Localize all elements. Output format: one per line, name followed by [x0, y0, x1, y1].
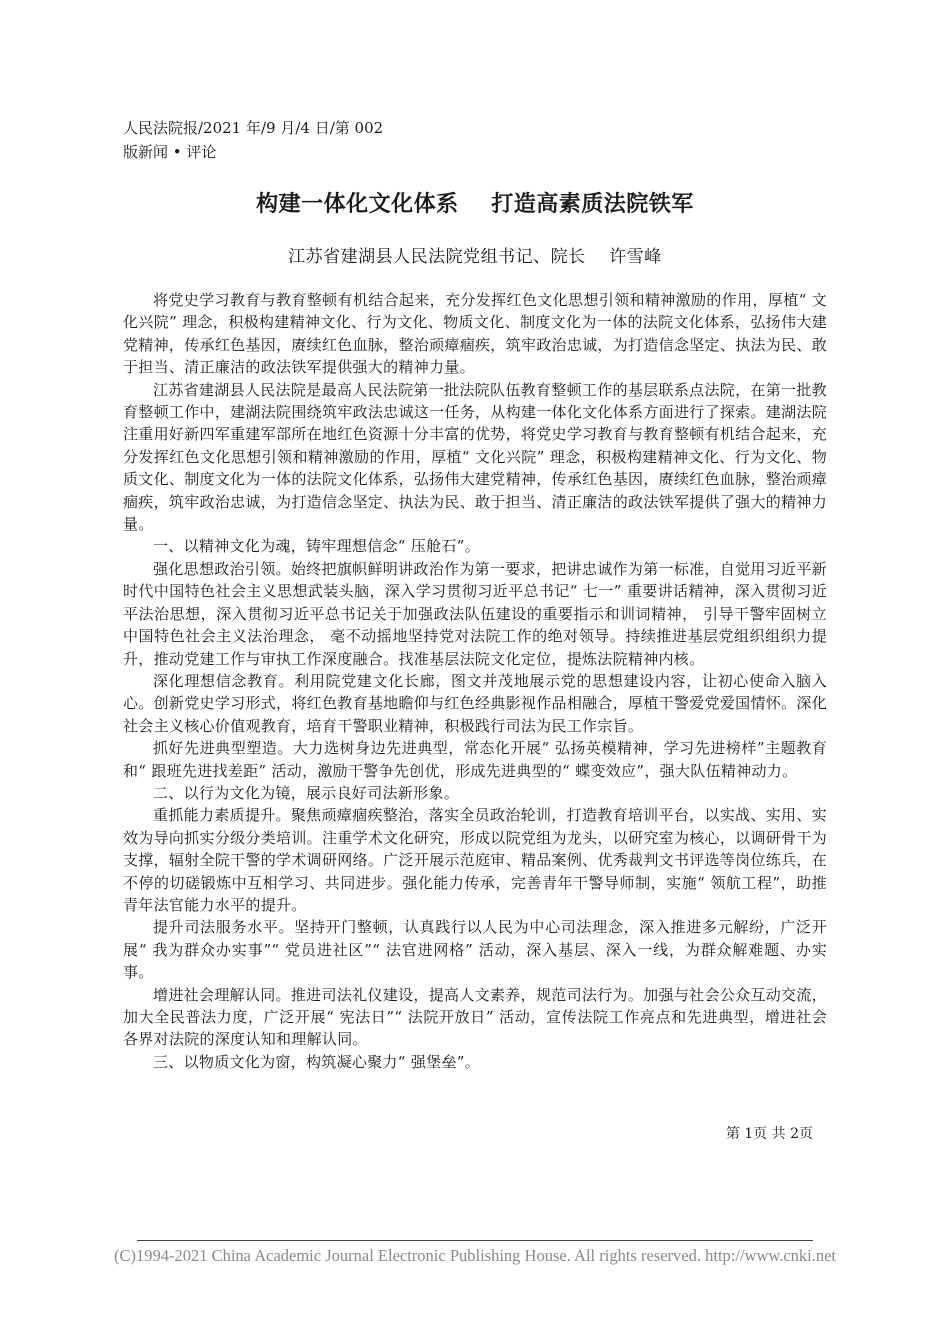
publication-meta — [123, 116, 383, 164]
paragraph: 增进社会理解认同。推进司法礼仪建设，提高人文素养，规范司法行为。加强与社会公众互动交流，加大全民普法力度，广泛开展“ 宪法日”“ 法院开放日” 活动，宣传法院工作亮点和先进典型，增进社会各界对法院的深度认知和理解认同。 — [123, 985, 827, 1049]
section-heading: 三、以物质文化为窗，构筑凝心聚力“ 强堡垒”。 — [153, 1052, 481, 1071]
section-heading: 一、以精神文化为魂，铸牢理想信念“ 压舱石”。 — [153, 537, 481, 556]
copyright-footer: (C)1994-2021 China Academic Journal Electronic Publishing House. All rights reserved. http://www.cnki.net — [113, 1246, 837, 1265]
page-number: 第 1页 共 2页 — [725, 1126, 813, 1142]
paragraph: 深化理想信念教育。利用院党建文化长廊，图文并茂地展示党的思想建设内容，让初心使命入脑入心。创新党史学习形式，将红色教育基地瞻仰与红色经典影视作品相融合，厚植干警爱党爱国情怀。深化社会主义核心价值观教育，培育干警职业精神，积极践行司法为民工作宗旨。 — [123, 671, 827, 735]
section-heading: 二、以行为文化为镜，展示良好司法新形象。 — [153, 783, 460, 802]
section-line: 版新闻 • 评论 — [123, 143, 217, 161]
article-author: 江苏省建湖县人民法院党组书记、院长 许雪峰 — [288, 247, 662, 267]
paragraph: 重抓能力素质提升。聚焦顽瘴痼疾整治，落实全员政治轮训，打造教育培训平台，以实战、实用、实效为导向抓实分级分类培训。注重学术文化研究，形成以院党组为龙头，以研究室为核心，以调研骨干为支撑，辐射全院干警的学术调研网络。广泛开展示范庭审、精品案例、优秀裁判文书评选等岗位练兵，在不停的切磋锻炼中互相学习、共同进步。强化能力传承，完善青年干警导师制，实施“ 领航工程”，助推青年法官能力水平的提升。 — [123, 806, 827, 914]
article-title: 构建一体化文化体系 打造高素质法院铁军 — [256, 192, 694, 217]
paragraph: 强化思想政治引领。始终把旗帜鲜明讲政治作为第一要求，把讲忠诚作为第一标准，自觉用习近平新时代中国特色社会主义思想武装头脑，深入学习贯彻习近平总书记“ 七一” 重要讲话精神，深入贯彻习近平法治思想，深入贯彻习近平总书记关于加强政法队伍建设的重要指示和训词精神， 引导干警牢固树立中国特色社会主义法治理念， 毫不动摇地坚持党对法院工作的绝对领导。持续推进基层党组织组织力提升，推动党建工作与审执工作深度融合。找准基层法院文化定位，提炼法院精神内核。 — [123, 559, 827, 668]
paragraph: 抓好先进典型塑造。大力选树身边先进典型，常态化开展“ 弘扬英模精神，学习先进榜样”主题教育和“ 跟班先进找差距” 活动，激励干警争先创优，形成先进典型的“ 蝶变效应”，强大队伍精神动力。 — [123, 739, 827, 780]
paragraph: 将党史学习教育与教育整顿有机结合起来，充分发挥红色文化思想引领和精神激励的作用，厚植“ 文化兴院” 理念，积极构建精神文化、行为文化、物质文化、制度文化为一体的法院文化体系，弘扬伟大建党精神，传承红色基因，赓续红色血脉，整治顽瘴痼疾，筑牢政治忠诚，为打造信念坚定、执法为民、敢于担当、清正廉洁的政法铁军提供强大的精神力量。 — [123, 291, 827, 377]
article-body — [123, 289, 827, 1073]
paragraph: 江苏省建湖县人民法院是最高人民法院第一批法院队伍教育整顿工作的基层联系点法院，在第一批教育整顿工作中，建湖法院围绕筑牢政法忠诚这一任务，从构建一体化文化体系方面进行了探索。建湖法院注重用好新四军重建军部所在地红色资源十分丰富的优势，将党史学习教育与教育整顿有机结合起来，充分发挥红色文化思想引领和精神激励的作用，厚植“ 文化兴院” 理念，积极构建精神文化、行为文化、物质文化、制度文化为一体的法院文化体系，弘扬伟大建党精神，传承红色基因，赓续红色血脉，整治顽瘴痼疾，筑牢政治忠诚，为打造信念坚定、执法为民、敢于担当、清正廉洁的政法铁军提供了强大的精神力量。 — [123, 380, 827, 534]
footer-divider — [137, 1240, 813, 1241]
source-line: 人民法院报/2021 年/9 月/4 日/第 002 — [123, 119, 384, 137]
paragraph: 提升司法服务水平。坚持开门整顿，认真践行以人民为中心司法理念，深入推进多元解纷，广泛开展“ 我为群众办实事”“ 党员进社区”“ 法官进网格” 活动，深入基层、深入一线，为群众解难题、办实事。 — [123, 918, 827, 982]
